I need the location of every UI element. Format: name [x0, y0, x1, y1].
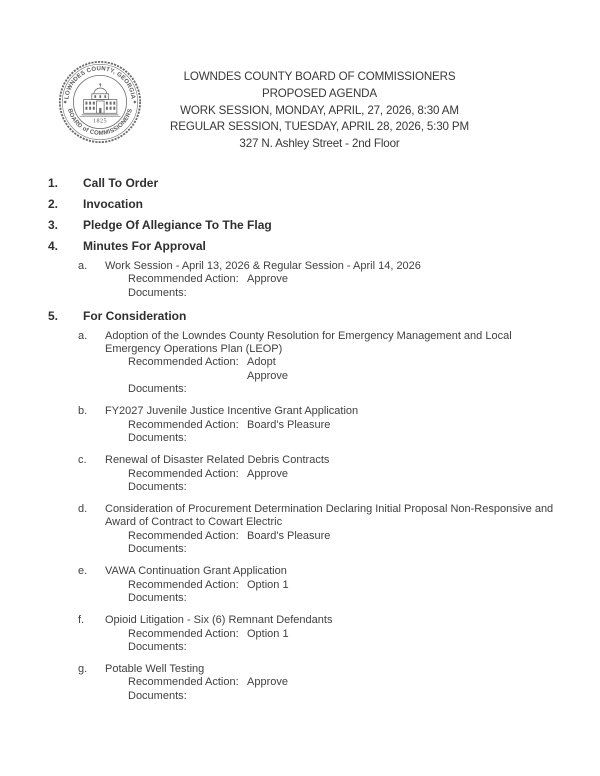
- recommended-action-row: [128, 356, 565, 383]
- recommended-action-row: [128, 676, 565, 689]
- header-subtitle: PROPOSED AGENDA: [261, 86, 377, 100]
- documents-label: Documents:: [128, 431, 187, 444]
- sub-item-row: [0, 565, 600, 605]
- sub-text: Opioid Litigation - Six (6) Remnant Defendants: [105, 614, 333, 627]
- recommended-action-row: [128, 579, 565, 592]
- sub-body: [105, 260, 565, 300]
- action-values: [247, 419, 565, 432]
- action-values: [247, 468, 565, 481]
- sub-text: Potable Well Testing: [105, 663, 205, 676]
- item-number: 3.: [48, 218, 59, 232]
- sub-body: [105, 614, 565, 654]
- action-value: Board's Pleasure: [247, 418, 331, 431]
- sub-text: VAWA Continuation Grant Application: [105, 565, 287, 578]
- sub-item-list: [0, 330, 600, 703]
- item-number: 2.: [48, 197, 59, 211]
- seal-year: 1825: [93, 118, 107, 125]
- action-values: [247, 530, 565, 543]
- seal-left-ornament-icon: [64, 100, 67, 103]
- item-number: 5.: [48, 308, 59, 323]
- agenda-item: [0, 218, 600, 232]
- sub-text: Adoption of the Lowndes County Resolution for Emergency Management and Local Emergency Operations Plan (LEOP): [105, 329, 512, 356]
- sub-item-row: [0, 454, 600, 494]
- recommended-action-label: Recommended Action:: [128, 418, 239, 431]
- agenda-sub-item: [0, 565, 600, 605]
- agenda-sub-item: [0, 260, 600, 300]
- sub-letter: c.: [78, 454, 87, 467]
- recommended-action-label: Recommended Action:: [128, 627, 239, 640]
- documents-label: Documents:: [128, 286, 187, 299]
- sub-body: [105, 565, 565, 605]
- action-values: [247, 676, 565, 689]
- item-title: For Consideration: [83, 308, 187, 323]
- sub-text: Work Session - April 13, 2026 & Regular Session - April 14, 2026: [105, 260, 421, 272]
- action-values: [247, 273, 565, 286]
- action-values: [247, 628, 565, 641]
- agenda-item: [0, 309, 600, 703]
- header-location: 327 N. Ashley Street - 2nd Floor: [239, 137, 400, 151]
- action-values: [247, 579, 565, 592]
- documents-label: Documents:: [128, 640, 187, 653]
- recommended-action-row: [128, 628, 565, 641]
- sub-body: [105, 330, 565, 396]
- agenda-item-heading: [0, 176, 600, 190]
- sub-item-row: [0, 405, 600, 445]
- agenda-list: [0, 176, 600, 712]
- action-value: Adopt: [247, 356, 276, 369]
- documents-label: Documents:: [128, 543, 187, 556]
- agenda-item-heading: [0, 197, 600, 211]
- sub-letter: e.: [78, 565, 88, 578]
- documents-label: Documents:: [128, 591, 187, 604]
- agenda-item: [0, 176, 600, 190]
- sub-body: [105, 503, 565, 556]
- action-value: Approve: [247, 676, 288, 689]
- seal-bottom-text: BOARD of COMMISSIONERS: [66, 108, 134, 137]
- recommended-action-label: Recommended Action:: [128, 467, 239, 480]
- sub-letter: b.: [78, 405, 88, 418]
- sub-body: [105, 454, 565, 494]
- sub-text: FY2027 Juvenile Justice Incentive Grant Application: [105, 405, 359, 418]
- sub-item-row: [0, 503, 600, 556]
- recommended-action-row: [128, 530, 565, 543]
- sub-body: [105, 405, 565, 445]
- documents-label: Documents:: [128, 383, 187, 396]
- action-value: Option 1: [247, 578, 289, 591]
- action-value: Option 1: [247, 627, 289, 640]
- sub-letter: f.: [78, 614, 85, 627]
- sub-item-row: [0, 330, 600, 396]
- recommended-action-label: Recommended Action:: [128, 578, 239, 591]
- sub-letter: a.: [78, 260, 88, 272]
- recommended-action-row: [128, 273, 565, 286]
- agenda-sub-item: [0, 614, 600, 654]
- recommended-action-label: Recommended Action:: [128, 273, 239, 286]
- item-number: 1.: [48, 176, 59, 190]
- action-value: Approve: [247, 369, 288, 382]
- recommended-action-row: [128, 468, 565, 481]
- item-number: 4.: [48, 239, 59, 253]
- sub-body: [105, 663, 565, 703]
- documents-label: Documents:: [128, 480, 187, 493]
- sub-letter: g.: [78, 663, 88, 676]
- recommended-action-label: Recommended Action:: [128, 529, 239, 542]
- seal-top-text: LOWNDES COUNTY, GEORGIA: [64, 66, 136, 100]
- sub-item-row: [0, 663, 600, 703]
- agenda-sub-item: [0, 663, 600, 703]
- recommended-action-row: [128, 419, 565, 432]
- agenda-sub-item: [0, 503, 600, 556]
- agenda-item: [0, 197, 600, 211]
- sub-item-list: [0, 260, 600, 300]
- agenda-item-heading: [0, 239, 600, 253]
- header-title: LOWNDES COUNTY BOARD OF COMMISSIONERS: [183, 70, 456, 83]
- action-value: Approve: [247, 467, 288, 480]
- sub-item-row: [0, 260, 600, 300]
- action-value: Board's Pleasure: [247, 529, 331, 542]
- action-value: Approve: [247, 273, 288, 286]
- agenda-sub-item: [0, 454, 600, 494]
- sub-item-row: [0, 614, 600, 654]
- item-title: Invocation: [83, 197, 144, 211]
- agenda-item: [0, 239, 600, 300]
- sub-letter: d.: [78, 503, 88, 516]
- document-header: [92, 69, 547, 153]
- agenda-sub-item: [0, 405, 600, 445]
- sub-letter: a.: [78, 329, 88, 342]
- header-work-session: WORK SESSION, MONDAY, APRIL, 27, 2026, 8:30 AM: [180, 103, 459, 117]
- action-values: [247, 356, 565, 383]
- sub-text: Consideration of Procurement Determination Declaring Initial Proposal Non-Responsive and Award of Contract to Cowart Electric: [105, 503, 554, 529]
- sub-text: Renewal of Disaster Related Debris Contracts: [105, 454, 330, 467]
- recommended-action-label: Recommended Action:: [128, 356, 239, 369]
- agenda-item-heading: [0, 309, 600, 323]
- item-title: Pledge Of Allegiance To The Flag: [83, 218, 272, 232]
- agenda-item-heading: [0, 218, 600, 232]
- documents-label: Documents:: [128, 689, 187, 702]
- item-title: Call To Order: [83, 176, 159, 190]
- header-regular-session: REGULAR SESSION, TUESDAY, APRIL 28, 2026, 5:30 PM: [170, 120, 469, 134]
- agenda-sub-item: [0, 330, 600, 396]
- item-title: Minutes For Approval: [83, 239, 206, 253]
- recommended-action-label: Recommended Action:: [128, 676, 239, 689]
